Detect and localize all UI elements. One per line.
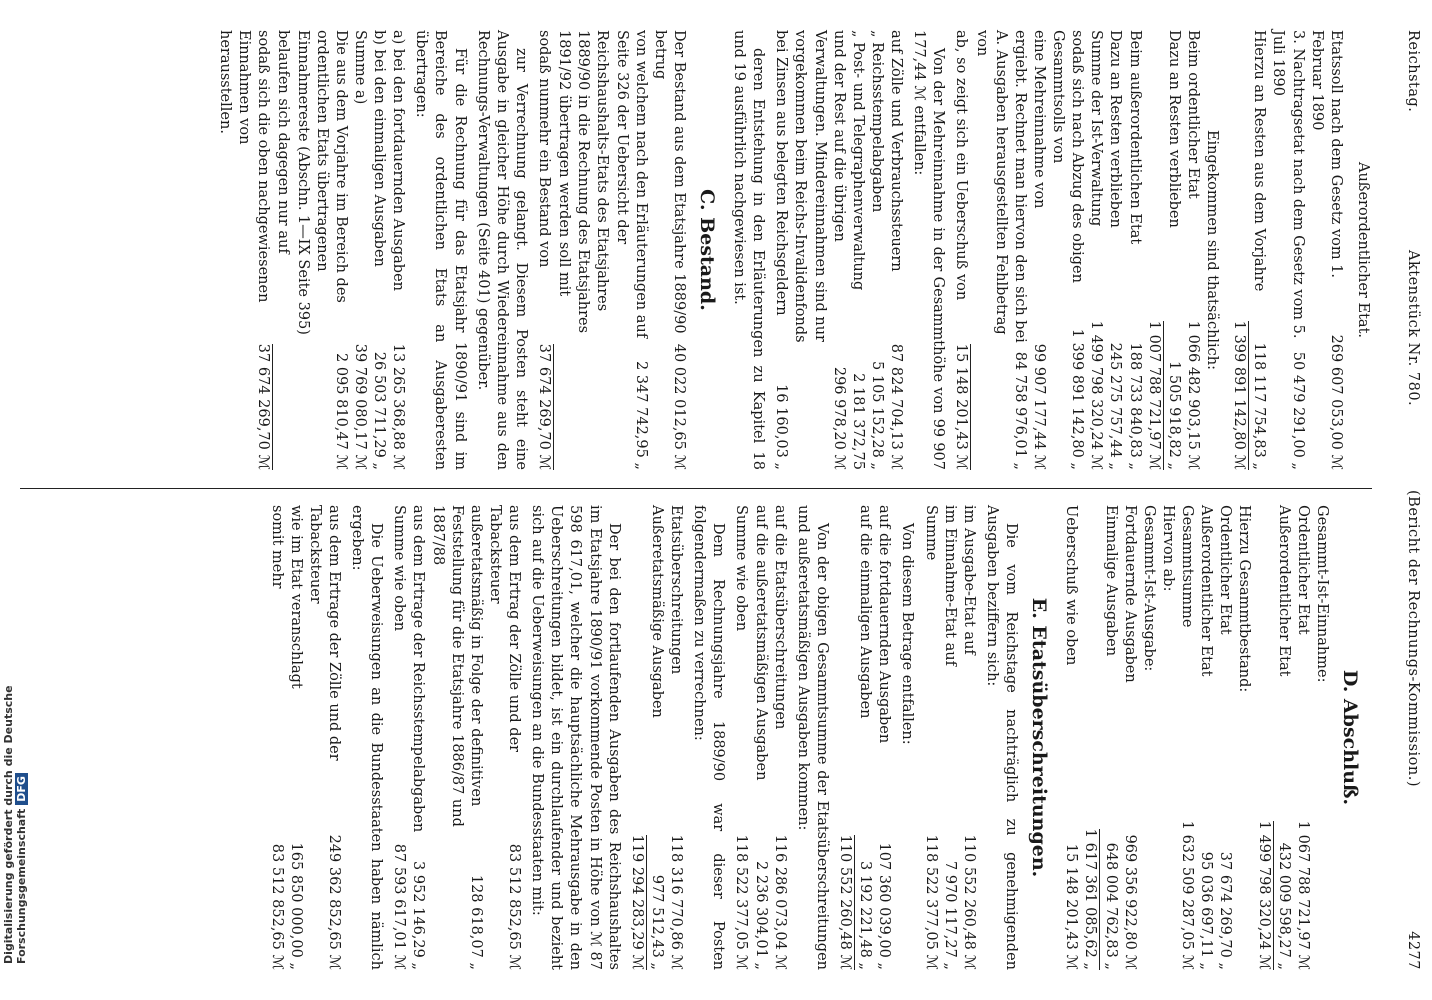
row-value: 2 181 372,75 — [849, 373, 866, 470]
row-label: Beim außerordentlichen Etat — [1126, 30, 1143, 245]
row-value: 188 733 840,83 „ — [1126, 342, 1143, 470]
row-value: 269 607 053,00 ℳ — [1327, 334, 1344, 470]
row-value: 1 067 788 721,97 ℳ — [1294, 820, 1311, 970]
paragraph: Von der obigen Gesammtsumme der Etatsüberschreitungen und außeretatsmäßigen Ausgaben kommen: — [794, 505, 830, 970]
row-label: „ Reichsstempelabgaben — [869, 30, 885, 213]
table-row — [750, 505, 769, 970]
row-value: 37 674 269,70 „ — [1217, 851, 1234, 970]
row-label: Außeretatsmäßige Ausgaben — [648, 505, 665, 718]
header-paren: (Bericht der Rechnungs-Kommission.) — [1405, 490, 1421, 788]
row-label: Einmalige Ausgaben — [1102, 505, 1119, 657]
table-row — [1048, 30, 1086, 470]
row-value: 118 316 770,86 ℳ — [668, 834, 685, 970]
table-row — [1229, 30, 1249, 470]
table-row — [731, 505, 750, 970]
header-left: Reichstag. — [1405, 30, 1421, 113]
e-rows-6 — [266, 505, 343, 970]
row-value: 1 505 918,82 „ — [1165, 361, 1182, 470]
table-row — [647, 505, 666, 970]
row-value: 165 850 000,00 „ — [287, 842, 304, 970]
label: Gesammt-Ist-Einnahme: — [1313, 505, 1330, 683]
table-row — [1293, 505, 1312, 970]
table-row — [959, 505, 978, 970]
digitization-credit — [2, 664, 28, 964]
row-value: 2 236 304,01 „ — [752, 861, 769, 970]
etat-rows — [1229, 30, 1345, 470]
sum-value: 1 007 788 721,97 ℳ — [1144, 321, 1164, 470]
row-value: 83 512 852,65 ℳ — [268, 843, 285, 970]
row-value: 13 265 368,88 ℳ — [390, 343, 407, 470]
table-row — [835, 505, 855, 970]
section-heading-c: C. Bestand. — [696, 189, 718, 311]
table-row — [1249, 30, 1268, 470]
row-label: a) bei den fortdauernden Ausgaben — [390, 30, 407, 291]
value: 2 095 810,47 ℳ — [332, 353, 349, 470]
table-row — [940, 505, 959, 970]
eingek-rows — [1164, 30, 1202, 470]
e-rows-2 — [835, 505, 893, 970]
row-label: auf die außeretatsmäßigen Ausgaben — [752, 505, 769, 781]
table-row — [369, 30, 388, 470]
row-value: 648 004 762,83 „ — [1102, 842, 1119, 970]
row-label: Etatsüberschreitungen — [668, 505, 685, 675]
eingek-label: Eingekommen sind thatsächlich: — [1204, 129, 1221, 371]
column-left — [32, 30, 1372, 470]
table-row — [920, 505, 939, 970]
row-label: Beim ordentlicher Etat — [1185, 30, 1201, 199]
table-row — [388, 30, 407, 470]
table-row — [1183, 30, 1202, 470]
table-row — [1100, 505, 1119, 970]
paragraph: ab, so zeigt sich ein Ueberschuß von — [953, 30, 970, 301]
table-row — [1105, 30, 1124, 470]
credit-text: Digitalisierung gefördert durch die Deutsche Forschungsgemeinschaft — [2, 685, 28, 964]
row-value: 432 009 598,27 „ — [1275, 842, 1292, 970]
paragraph: Der bei den fortlaufenden Ausgaben des Reichshaushaltes im Etatsjahre 1890/91 vorkommende Posten in Höhe von ℳ 87 598 617,01, welcher die hauptsächliche Mehrausgabe in den Ueberschreitungen bildet, ist ein durchlaufender und bezieht sich auf die Ueberweisungen an die Bundesstaaten mit: — [529, 505, 622, 970]
paragraph: und der Rest auf die übrigen Verwaltungen. Mindereinnahmen sind nur vorgekommen beim Reichs-Invalidenfonds — [792, 30, 847, 343]
paragraph: bei Zinsen aus belegten Reichsgeldern — [773, 30, 790, 316]
page-header — [1382, 30, 1422, 970]
table-row — [485, 505, 523, 970]
value: 2 347 742,95 „ — [632, 361, 649, 470]
paragraph: von welchem nach den Erläuterungen auf Seite 326 der Uebersicht der Reichshaushalts-Etats des Etatsjahres 1889/90 in die Rechnung des Etatsjahres 1891/92 übertragen werden soll mit — [556, 30, 649, 339]
row-label: aus dem Ertrage der Zölle und der Tabacksteuer — [306, 505, 342, 761]
row-value: 118 522 377,05 ℳ — [922, 834, 939, 970]
row-label: aus dem Ertrage der Reichsstempelabgaben — [410, 505, 427, 833]
section-heading-d: D. Abschluß. — [1339, 669, 1361, 806]
table-row — [427, 505, 484, 970]
section-title: Außerordentlicher Etat. — [1355, 161, 1371, 339]
paragraph: herausstellen. — [217, 30, 234, 134]
row-label: Außerordentlicher Etat — [1275, 505, 1292, 677]
row-label: somit mehr — [268, 505, 285, 589]
table-row — [874, 505, 893, 970]
row-value: 107 360 039,00 „ — [876, 842, 893, 970]
c-items-rows — [350, 30, 407, 470]
row-value: 26 503 711,29 „ — [371, 351, 388, 470]
paragraph: Von diesem Betrage entfallen: — [899, 523, 916, 745]
row-value: 119 294 283,29 ℳ — [627, 835, 647, 970]
row-label: auf die einmaligen Ausgaben — [857, 505, 874, 719]
paragraph: Der Bestand aus dem Etatsjahre 1889/90 betrug — [651, 30, 687, 334]
row-value: 1 499 798 320,24 ℳ — [1253, 821, 1273, 970]
row-value: 977 512,43 „ — [648, 874, 665, 970]
table-row — [1120, 505, 1139, 970]
ao-rows — [1029, 30, 1144, 470]
page-number: 4277 — [1405, 931, 1421, 970]
label: Hiervon ab: — [1159, 505, 1176, 592]
paragraph: sodaß nunmehr ein Bestand von — [536, 30, 553, 268]
row-value: 39 769 080,17 ℳ — [351, 343, 368, 470]
row-value: 99 907 177,44 ℳ — [1031, 343, 1047, 470]
value: 37 674 269,70 ℳ — [253, 344, 273, 470]
row-value: 3 192 221,48 „ — [857, 861, 874, 970]
table-row — [1061, 505, 1080, 970]
paragraph: deren Entstehung in den Erläuterungen zu Kapitel 18 und 19 ausführlich nachgewiesen ist. — [731, 30, 767, 470]
row-value: 1 399 891 142,80 „ — [1069, 328, 1086, 470]
paragraph: Die Ueberweisungen an die Bundesstaaten haben nämlich ergeben: — [349, 505, 385, 970]
table-row — [886, 30, 905, 470]
row-value: 116 286 073,04 ℳ — [771, 834, 788, 970]
row-label: Ueberschuß wie oben — [1063, 505, 1080, 666]
table-row — [770, 505, 789, 970]
section-heading-e: E. Etatsüberschreitungen. — [1028, 597, 1051, 878]
column-right — [32, 505, 1372, 970]
row-value: 245 275 757,44 „ — [1107, 342, 1124, 470]
value: 40 022 012,65 ℳ — [670, 343, 687, 470]
row-value: 110 552 260,48 ℳ — [835, 835, 855, 970]
row-value: 1 499 798 320,24 ℳ — [1088, 320, 1105, 470]
row-label: b) bei den einmaligen Ausgaben — [371, 30, 388, 267]
row-label: Dazu an Resten verblieben — [1165, 30, 1182, 228]
table-row — [1125, 30, 1144, 470]
row-label: 3. Nachtragsetat nach dem Gesetz vom 5. Juli 1890 — [1270, 30, 1306, 339]
table-row — [1177, 505, 1196, 970]
table-row — [1086, 30, 1105, 470]
paragraph: Dem Rechnungsjahre 1889/90 war dieser Posten folgendermaßen zu verrechnen: — [691, 505, 727, 970]
row-label: im Einnahme-Etat auf — [941, 505, 958, 666]
paragraph: Von der Mehreinnahme in der Gesammthöhe von 99 907 177,44 ℳ entfallen: — [911, 30, 947, 470]
e-rows-3 — [731, 505, 788, 970]
row-label: außeretatsmäßig in Folge der definitiven Feststellung für die Etatsjahre 1886/87 und 1887/88 — [429, 505, 484, 827]
row-label: Summe der Ist-Verwaltung — [1088, 30, 1105, 227]
table-row — [350, 30, 369, 470]
row-label: auf die fortdauernden Ausgaben — [876, 505, 893, 744]
value: 15 148 201,43 ℳ — [951, 344, 971, 470]
row-label: Summe a) — [351, 30, 368, 105]
paragraph: Die aus dem Vorjahre im Bereich des ordentlichen Etats übertragenen Einnahmereste (Abschn. 1—IX Seite 395) belaufen sich dagegen nur auf — [275, 30, 349, 335]
d-rows — [1253, 505, 1311, 970]
e-rows — [920, 505, 977, 970]
paragraph: ergiebt. Rechnet man hiervon den sich bei A. Ausgaben herausgestellten Fehlbetrag von — [973, 30, 1028, 343]
table-row — [266, 505, 285, 970]
row-label: sodaß sich nach Abzug des obigen Gesammtsolls von — [1050, 30, 1086, 283]
row-value: 118 117 754,83 „ — [1251, 342, 1268, 470]
table-row — [305, 505, 343, 970]
table-row — [1274, 505, 1293, 970]
row-label: Ordentlicher Etat — [1217, 505, 1234, 635]
row-label: im Ausgabe-Etat auf — [960, 505, 977, 655]
row-label: Gesammtsumme — [1179, 505, 1196, 628]
row-value: 249 362 852,65 ℳ — [325, 834, 342, 970]
e-rows-4 — [627, 505, 685, 970]
value: 37 674 269,70 ℳ — [534, 344, 554, 470]
row-label: „ Post- und Telegraphenverwaltung — [849, 30, 866, 291]
table-row — [389, 505, 408, 970]
table-row — [1268, 30, 1306, 470]
d-rows-2 — [1177, 505, 1234, 970]
paragraph: Für die Rechnung für das Etatsjahr 1890/91 sind im Bereiche des ordentlichen Etats an Ausgaberesten übertragen: — [413, 30, 468, 470]
paragraph: zur Verrechnung gelangt. Diesem Posten steht eine Ausgabe in gleicher Höhe durch Wiedereinnahme aus den Rechnungs-Verwaltungen (Seite 401) gegenüber. — [474, 30, 529, 470]
row-value: 969 356 922,80 ℳ — [1121, 834, 1138, 970]
row-value: 50 479 291,00 „ — [1289, 351, 1306, 470]
row-label: eine Mehreinnahme von — [1031, 30, 1047, 209]
table-row — [867, 30, 886, 470]
row-value: 15 148 201,43 ℳ — [1063, 843, 1080, 970]
row-value: 5 105 152,28 „ — [869, 361, 885, 470]
label: Gesammt-Ist-Ausgabe: — [1140, 505, 1157, 672]
value: 296 978,20 ℳ — [830, 366, 847, 470]
row-value: 3 952 146,29 „ — [410, 861, 427, 970]
table-row — [1164, 30, 1183, 470]
row-value: 1 617 361 085,62 „ — [1080, 829, 1100, 970]
row-label: auf die Etatsüberschreitungen — [771, 505, 788, 730]
table-row — [855, 505, 874, 970]
dfg-logo: DFG — [15, 773, 28, 805]
table-row — [408, 505, 427, 970]
table-row — [286, 505, 305, 970]
e-rows-5 — [389, 505, 523, 970]
table-row — [627, 505, 647, 970]
row-value: 95 036 697,11 „ — [1198, 851, 1215, 970]
table-row — [1215, 505, 1234, 970]
row-value: 128 618,07 „ — [467, 874, 484, 970]
row-label: Dazu an Resten verblieben — [1107, 30, 1124, 228]
row-value: 1 632 509 287,05 ℳ — [1179, 820, 1196, 970]
value: 84 758 976,01 „ — [1011, 351, 1028, 470]
d-rows-3 — [1061, 505, 1139, 970]
row-label: auf Zölle und Verbrauchssteuern — [888, 30, 905, 272]
row-label: Summe — [922, 505, 939, 561]
table-row — [848, 30, 867, 470]
value: 16 160,03 „ — [773, 384, 790, 470]
row-value: 1 066 482 903,15 ℳ — [1185, 320, 1201, 470]
paragraph: Die vom Reichstage nachträglich zu genehmigenden Ausgaben beziffern sich: — [983, 505, 1020, 970]
row-value: 1 399 891 142,80 ℳ — [1229, 321, 1249, 470]
row-label: Summe wie oben — [733, 505, 750, 632]
table-row — [1029, 30, 1048, 470]
row-value: 83 512 852,65 ℳ — [506, 843, 523, 970]
row-label: Fortdauernde Ausgaben — [1121, 505, 1138, 683]
table-row — [1253, 505, 1273, 970]
row-value: 87 824 704,13 ℳ — [888, 343, 905, 470]
row-value: 87 593 617,01 ℳ — [391, 843, 408, 970]
row-label: wie im Etat veranschlagt — [287, 505, 304, 689]
row-value: 110 552 260,48 ℳ — [960, 834, 977, 970]
table-row — [1080, 505, 1100, 970]
row-label: Außerordentlicher Etat — [1198, 505, 1215, 677]
label: Hierzu Gesammtbestand: — [1236, 505, 1253, 693]
paragraph: sodaß sich die oben nachgewiesenen Einnahmen von — [236, 30, 272, 303]
row-label: aus dem Ertrag der Zölle und der Tabacksteuer — [486, 505, 523, 753]
row-label: Ordentlicher Etat — [1294, 505, 1311, 635]
table-row — [1196, 505, 1215, 970]
header-center: Aktenstück Nr. 780. — [1405, 250, 1421, 407]
table-row — [666, 505, 685, 970]
row-label: Etatssoll nach dem Gesetz vom 1. Februar 1890 — [1308, 30, 1344, 279]
row-label: Hierzu an Resten aus dem Vorjahre — [1251, 30, 1268, 292]
row-value: 7 970 117,27 „ — [941, 861, 958, 970]
row-value: 118 522 377,05 ℳ — [733, 834, 750, 970]
table-row — [1307, 30, 1345, 470]
row-label: Summe wie oben — [391, 505, 408, 632]
items-rows — [848, 30, 905, 470]
column-rule — [20, 488, 1372, 489]
